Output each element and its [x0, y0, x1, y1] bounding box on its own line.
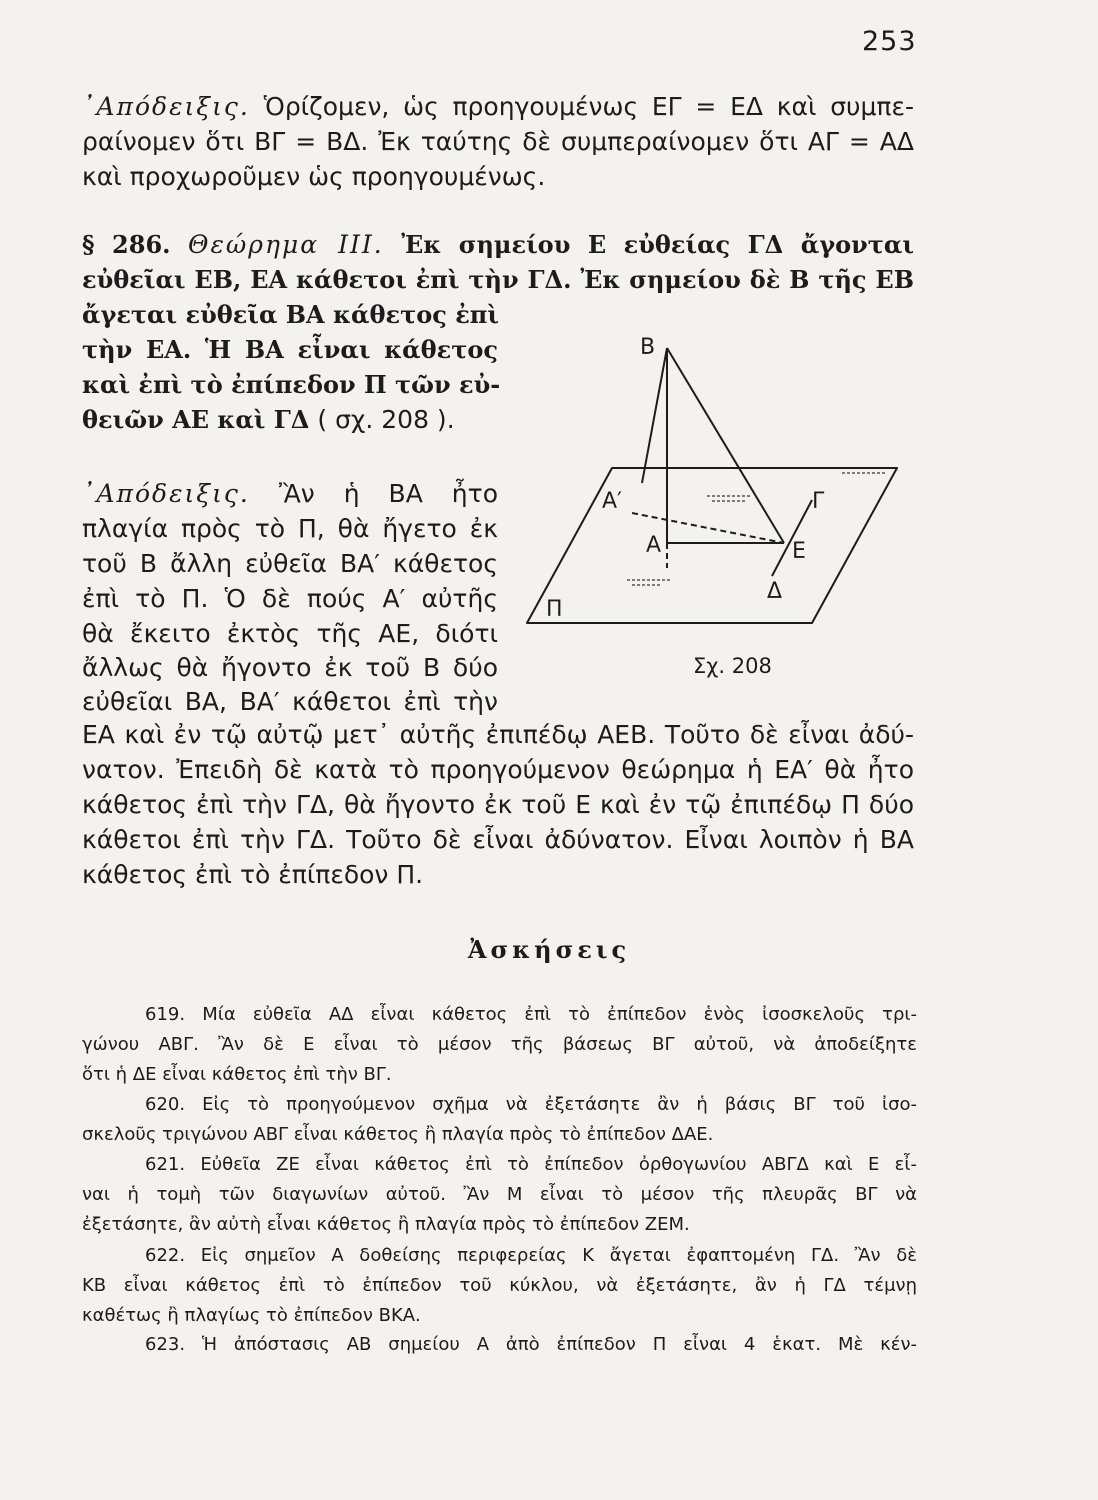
proof-intro-line-1 [82, 90, 914, 123]
theorem-line-3: ἄγεται εὐθεῖα ΒΑ κάθετος ἐπὶ [82, 300, 499, 329]
proof-line-1 [82, 477, 498, 510]
proof-intro-line-2: ραίνομεν ὅτι ΒΓ = ΒΔ. Ἐκ ταύτης δὲ συμπεραίνομεν ὅτι ΑΓ = ΑΔ [82, 127, 914, 156]
proof-line-5: θὰ ἔκειτο ἐκτὸς τῆς ΑΕ, διότι [82, 619, 498, 648]
plane-p [527, 468, 897, 623]
exercise-line: 619. Μία εὐθεῖα ΑΔ εἶναι κάθετος ἐπὶ τὸ ἐπίπεδον ἑνὸς ἰσοσκελοῦς τρι- [145, 1004, 917, 1025]
theorem-text: Ἐκ σημείου Ε εὐθείας ΓΔ ἄγονται [401, 230, 915, 259]
segment-BA-prime [642, 348, 667, 483]
proof-line-6: ἄλλως θὰ ἤγοντο ἐκ τοῦ Β δύο [82, 653, 498, 682]
theorem-title: Θεώρημα III. [188, 230, 384, 259]
label-D: Δ [767, 579, 783, 604]
exercise-line: ὅτι ἡ ΔΕ εἶναι κάθετος ἐπὶ τὴν ΒΓ. [82, 1064, 392, 1085]
figure-caption: Σχ. 208 [693, 654, 772, 678]
proof-line-2: πλαγία πρὸς τὸ Π, θὰ ἤγετο ἐκ [82, 514, 498, 543]
exercise-line: 620. Εἰς τὸ προηγούμενον σχῆμα νὰ ἐξετάσητε ἂν ἡ βάσις ΒΓ τοῦ ἰσο- [145, 1094, 917, 1115]
proof-label: ᾿Απόδειξις. [82, 92, 250, 121]
exercise-line: 623. Ἡ ἀπόστασις ΑΒ σημείου Α ἀπὸ ἐπίπεδον Π εἶναι 4 ἑκατ. Μὲ κέν- [145, 1334, 917, 1355]
theorem-line-4: τὴν ΕΑ. Ἡ ΒΑ εἶναι κάθετος [82, 335, 498, 364]
exercise-line: 621. Εὐθεῖα ΖΕ εἶναι κάθετος ἐπὶ τὸ ἐπίπεδον ὀρθογωνίου ΑΒΓΔ καὶ Ε εἶ- [145, 1154, 917, 1175]
exercise-line: γώνου ΑΒΓ. Ἂν δὲ Ε εἶναι τὸ μέσον τῆς βάσεως ΒΓ αὐτοῦ, νὰ ἀποδείξητε [82, 1034, 917, 1055]
proof-intro-line-3: καὶ προχωροῦμεν ὡς προηγουμένως. [82, 162, 546, 191]
proof-line-10: κάθετος ἐπὶ τὴν ΓΔ, θὰ ἤγοντο ἐκ τοῦ Ε καὶ ἐν τῷ ἐπιπέδῳ Π δύο [82, 790, 914, 819]
exercise-line: 622. Εἰς σημεῖον Α δοθείσης περιφερείας Κ ἄγεται ἐφαπτομένη ΓΔ. Ἂν δὲ [145, 1245, 917, 1266]
proof-line-9: νατον. Ἐπειδὴ δὲ κατὰ τὸ προηγούμενον θεώρημα ἡ ΕΑ′ θὰ ἦτο [82, 755, 914, 784]
theorem-line-2: εὐθεῖαι ΕΒ, ΕΑ κάθετοι ἐπὶ τὴν ΓΔ. Ἐκ σημείου δὲ Β τῆς ΕΒ [82, 265, 914, 294]
proof-line-12: κάθετος ἐπὶ τὸ ἐπίπεδον Π. [82, 860, 424, 889]
label-B: Β [640, 335, 656, 360]
proof-intro-text: Ὁρίζομεν, ὡς προηγουμένως ΕΓ = ΕΔ καὶ συμπε- [263, 92, 914, 121]
section-number: § 286. [82, 230, 171, 259]
label-E: Ε [792, 539, 806, 564]
proof-line-7: εὐθεῖαι ΒΑ, ΒΑ′ κάθετοι ἐπὶ τὴν [82, 687, 498, 716]
label-G: Γ [812, 489, 825, 514]
proof-line-11: κάθετοι ἐπὶ τὴν ΓΔ. Τοῦτο δὲ εἶναι ἀδύνατον. Εἶναι λοιπὸν ἡ ΒΑ [82, 825, 914, 854]
theorem-line-6-bold: θειῶν ΑΕ καὶ ΓΔ [82, 405, 310, 434]
segment-BE [667, 348, 784, 543]
exercise-line: καθέτως ἢ πλαγίως τὸ ἐπίπεδον ΒΚΑ. [82, 1305, 421, 1326]
theorem-line-1 [82, 228, 914, 261]
label-P: Π [546, 597, 563, 622]
figure-208-drawing [522, 318, 902, 688]
exercise-line: ναι ἡ τομὴ τῶν διαγωνίων αὐτοῦ. Ἂν Μ εἶναι τὸ μέσον τῆς πλευρᾶς ΒΓ νὰ [82, 1184, 917, 1205]
page-number: 253 [862, 26, 917, 57]
proof-line-3: τοῦ Β ἄλλη εὐθεῖα ΒΑ′ κάθετος [82, 549, 498, 578]
proof-line-8: ΕΑ καὶ ἐν τῷ αὐτῷ μετ᾿ αὐτῆς ἐπιπέδῳ ΑΕΒ. Τοῦτο δὲ εἶναι ἀδύ- [82, 720, 914, 749]
label-A-prime: Α′ [602, 489, 623, 514]
exercise-line: σκελοῦς τριγώνου ΑΒΓ εἶναι κάθετος ἢ πλαγία πρὸς τὸ ἐπίπεδον ΔΑΕ. [82, 1124, 714, 1145]
line-GD [772, 500, 812, 576]
proof-label-2: ᾿Απόδειξις. [82, 479, 250, 508]
figure-208 [522, 318, 902, 688]
theorem-line-5: καὶ ἐπὶ τὸ ἐπίπεδον Π τῶν εὐ- [82, 370, 501, 399]
exercises-heading: Ἀσκήσεις [467, 935, 631, 964]
exercise-line: ἐξετάσητε, ἂν αὐτὴ εἶναι κάθετος ἢ πλαγία πρὸς τὸ ἐπίπεδον ΖΕΜ. [82, 1214, 690, 1235]
theorem-line-6 [82, 403, 498, 436]
exercise-line: ΚΒ εἶναι κάθετος ἐπὶ τὸ ἐπίπεδον τοῦ κύκλου, νὰ ἐξετάσητε, ἂν ἡ ΓΔ τέμνῃ [82, 1275, 917, 1296]
proof-line-4: ἐπὶ τὸ Π. Ὁ δὲ πούς Α′ αὐτῆς [82, 584, 498, 613]
label-A: Α [646, 533, 662, 558]
figure-reference: ( σχ. 208 ). [317, 405, 455, 434]
proof-line-1-text: Ἂν ἡ ΒΑ ἦτο [278, 479, 498, 508]
